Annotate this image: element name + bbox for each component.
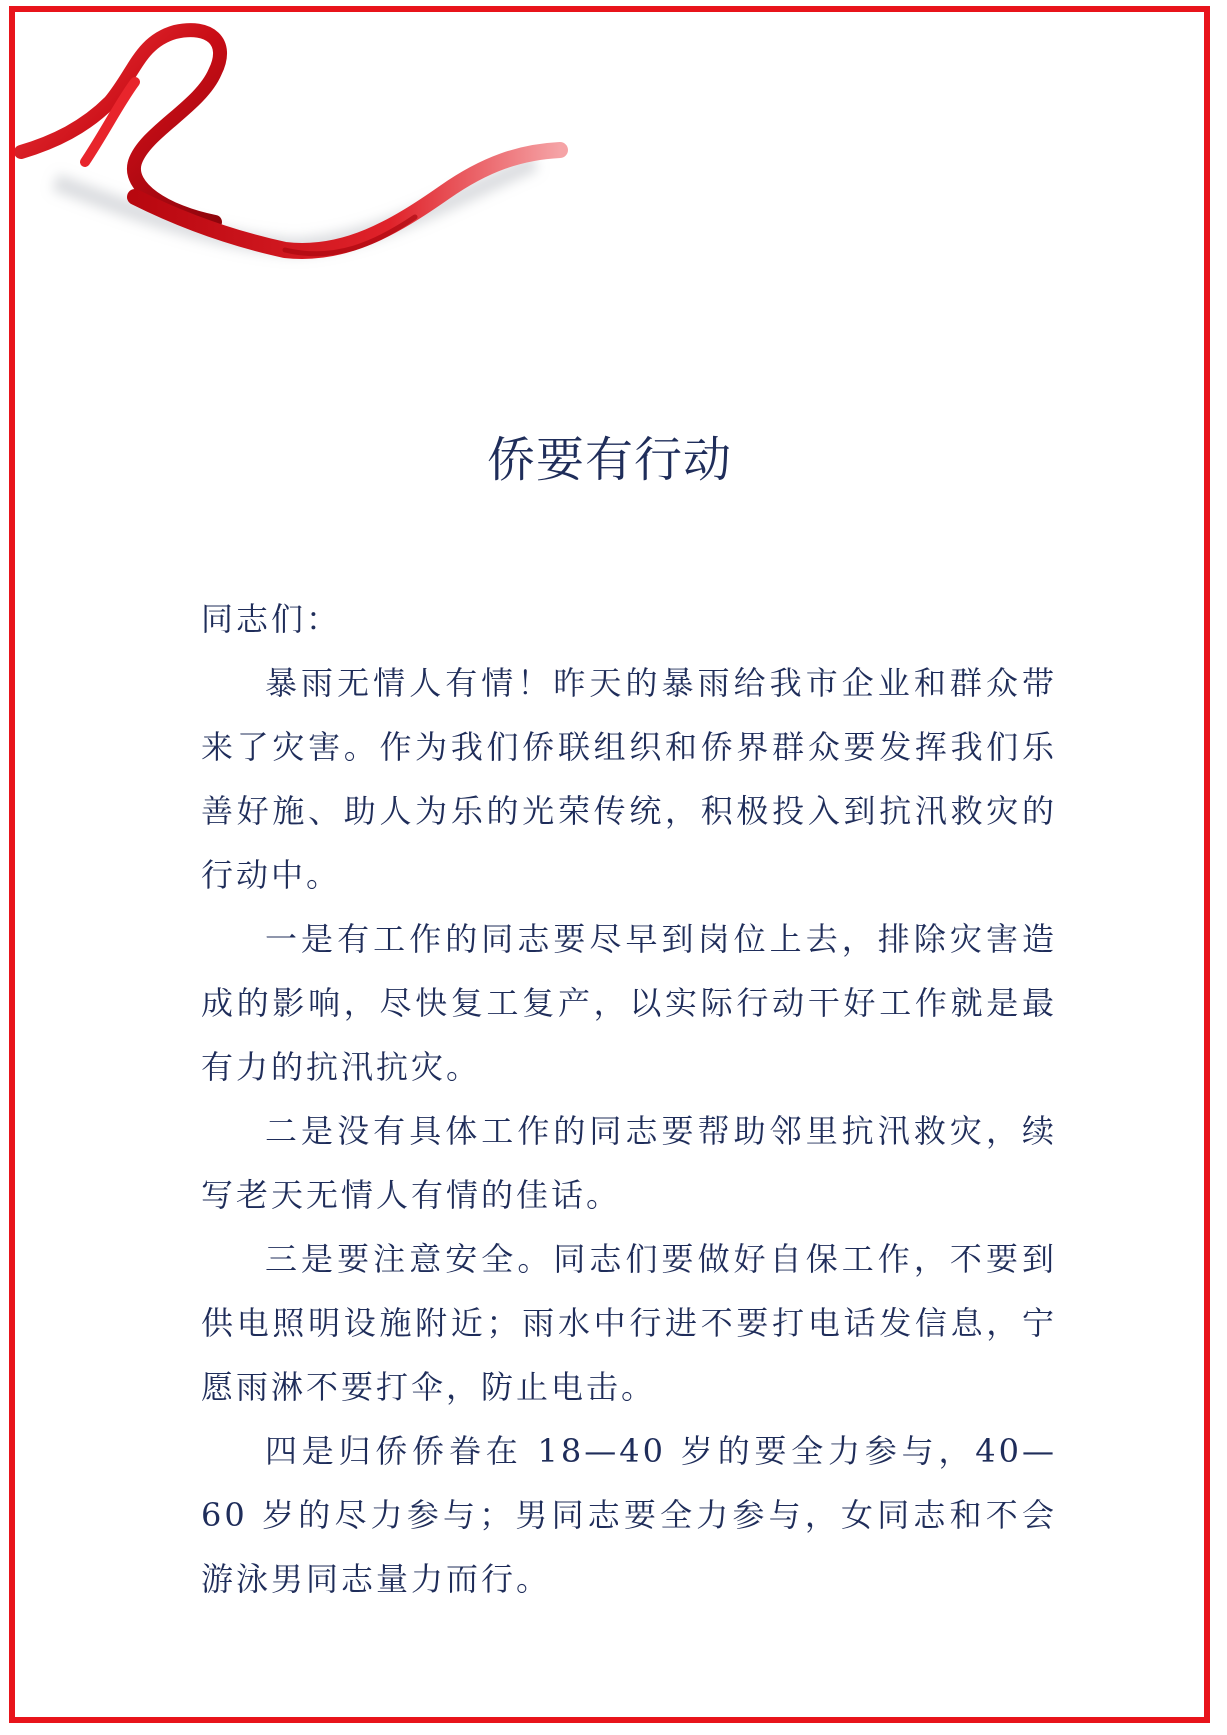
letter-page bbox=[9, 6, 1210, 1723]
paragraph-point-three: 三是要注意安全。同志们要做好自保工作，不要到供电照明设施附近；雨水中行进不要打电话发信息，宁愿雨淋不要打伞，防止电击。 bbox=[201, 1240, 1057, 1406]
paragraph-point-one: 一是有工作的同志要尽早到岗位上去，排除灾害造成的影响，尽快复工复产，以实际行动干好工作就是最有力的抗汛抗灾。 bbox=[201, 920, 1057, 1086]
letter-body bbox=[201, 587, 1057, 1611]
paragraph-point-two: 二是没有具体工作的同志要帮助邻里抗汛救灾，续写老天无情人有情的佳话。 bbox=[201, 1112, 1057, 1214]
greeting: 同志们： bbox=[201, 600, 342, 638]
letter-title: 侨要有行动 bbox=[486, 432, 732, 488]
paragraph-point-four: 四是归侨侨眷在 18—40 岁的要全力参与，40—60 岁的尽力参与；男同志要全力参与，女同志和不会游泳男同志量力而行。 bbox=[201, 1432, 1057, 1598]
paragraph-intro: 暴雨无情人有情！昨天的暴雨给我市企业和群众带来了灾害。作为我们侨联组织和侨界群众要发挥我们乐善好施、助人为乐的光荣传统，积极投入到抗汛救灾的行动中。 bbox=[201, 664, 1057, 894]
red-ribbon-heart-icon bbox=[15, 12, 635, 312]
